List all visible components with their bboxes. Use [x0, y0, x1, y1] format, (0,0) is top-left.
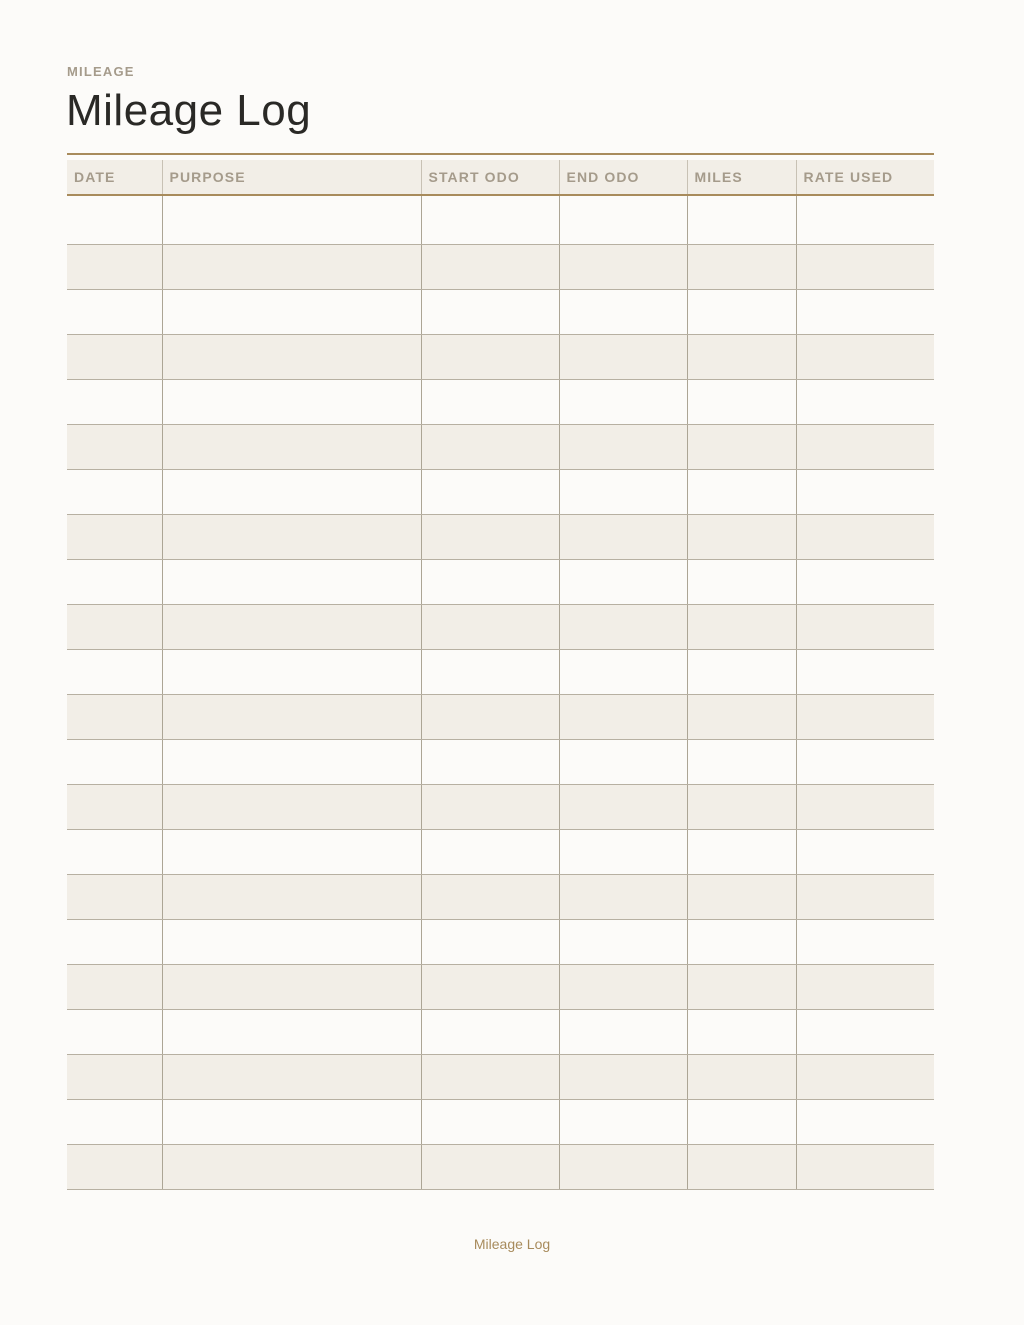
- cell-end-odo[interactable]: [559, 560, 687, 605]
- cell-rate-used[interactable]: [796, 605, 934, 650]
- cell-miles[interactable]: [687, 470, 796, 515]
- cell-start-odo[interactable]: [421, 560, 559, 605]
- column-header-end-odo: END ODO: [559, 160, 687, 195]
- table-row: [67, 335, 934, 380]
- cell-purpose[interactable]: [162, 875, 421, 920]
- cell-purpose[interactable]: [162, 965, 421, 1010]
- cell-purpose[interactable]: [162, 1100, 421, 1145]
- cell-rate-used[interactable]: [796, 785, 934, 830]
- cell-miles[interactable]: [687, 1100, 796, 1145]
- cell-date[interactable]: [67, 1100, 162, 1145]
- cell-end-odo[interactable]: [559, 1145, 687, 1190]
- cell-miles[interactable]: [687, 830, 796, 875]
- table-body: [67, 195, 934, 1190]
- cell-start-odo[interactable]: [421, 740, 559, 785]
- cell-end-odo[interactable]: [559, 515, 687, 560]
- page-title: Mileage Log: [66, 86, 312, 135]
- cell-end-odo[interactable]: [559, 425, 687, 470]
- cell-rate-used[interactable]: [796, 245, 934, 290]
- cell-date[interactable]: [67, 830, 162, 875]
- section-eyebrow: MILEAGE: [67, 64, 135, 79]
- cell-purpose[interactable]: [162, 380, 421, 425]
- cell-end-odo[interactable]: [559, 470, 687, 515]
- cell-start-odo[interactable]: [421, 920, 559, 965]
- table-row: [67, 515, 934, 560]
- cell-purpose[interactable]: [162, 515, 421, 560]
- cell-start-odo[interactable]: [421, 1055, 559, 1100]
- cell-rate-used[interactable]: [796, 965, 934, 1010]
- cell-purpose[interactable]: [162, 605, 421, 650]
- cell-end-odo[interactable]: [559, 695, 687, 740]
- column-header-miles: MILES: [687, 160, 796, 195]
- cell-date[interactable]: [67, 380, 162, 425]
- cell-rate-used[interactable]: [796, 335, 934, 380]
- cell-miles[interactable]: [687, 380, 796, 425]
- cell-purpose[interactable]: [162, 245, 421, 290]
- cell-end-odo[interactable]: [559, 740, 687, 785]
- table-row: [67, 650, 934, 695]
- cell-start-odo[interactable]: [421, 650, 559, 695]
- cell-purpose[interactable]: [162, 920, 421, 965]
- cell-start-odo[interactable]: [421, 1010, 559, 1055]
- mileage-log-table: [67, 160, 934, 1190]
- cell-end-odo[interactable]: [559, 380, 687, 425]
- cell-start-odo[interactable]: [421, 695, 559, 740]
- cell-miles[interactable]: [687, 695, 796, 740]
- cell-end-odo[interactable]: [559, 965, 687, 1010]
- table-row: [67, 245, 934, 290]
- table-row: [67, 695, 934, 740]
- cell-date[interactable]: [67, 200, 162, 245]
- cell-miles[interactable]: [687, 560, 796, 605]
- table-row: [67, 560, 934, 605]
- cell-start-odo[interactable]: [421, 875, 559, 920]
- cell-miles[interactable]: [687, 200, 796, 245]
- cell-date[interactable]: [67, 605, 162, 650]
- cell-end-odo[interactable]: [559, 1055, 687, 1100]
- title-divider: [67, 153, 934, 155]
- cell-date[interactable]: [67, 560, 162, 605]
- table-row: [67, 920, 934, 965]
- table-row: [67, 1100, 934, 1145]
- cell-rate-used[interactable]: [796, 650, 934, 695]
- cell-rate-used[interactable]: [796, 200, 934, 245]
- cell-end-odo[interactable]: [559, 245, 687, 290]
- table-row: [67, 290, 934, 335]
- cell-rate-used[interactable]: [796, 740, 934, 785]
- cell-date[interactable]: [67, 290, 162, 335]
- cell-date[interactable]: [67, 470, 162, 515]
- table-row: [67, 875, 934, 920]
- table-row: [67, 605, 934, 650]
- cell-end-odo[interactable]: [559, 1010, 687, 1055]
- cell-rate-used[interactable]: [796, 1055, 934, 1100]
- cell-start-odo[interactable]: [421, 1100, 559, 1145]
- cell-start-odo[interactable]: [421, 425, 559, 470]
- cell-purpose[interactable]: [162, 425, 421, 470]
- column-header-date: DATE: [67, 160, 162, 195]
- table-row: [67, 785, 934, 830]
- cell-date[interactable]: [67, 245, 162, 290]
- cell-purpose[interactable]: [162, 335, 421, 380]
- table-row: [67, 425, 934, 470]
- cell-purpose[interactable]: [162, 740, 421, 785]
- cell-rate-used[interactable]: [796, 1100, 934, 1145]
- table-row: [67, 740, 934, 785]
- cell-miles[interactable]: [687, 515, 796, 560]
- cell-purpose[interactable]: [162, 830, 421, 875]
- cell-miles[interactable]: [687, 290, 796, 335]
- table-row: [67, 1010, 934, 1055]
- cell-rate-used[interactable]: [796, 380, 934, 425]
- cell-start-odo[interactable]: [421, 290, 559, 335]
- cell-miles[interactable]: [687, 740, 796, 785]
- table-row: [67, 1145, 934, 1190]
- cell-purpose[interactable]: [162, 560, 421, 605]
- cell-purpose[interactable]: [162, 1010, 421, 1055]
- cell-end-odo[interactable]: [559, 605, 687, 650]
- cell-miles[interactable]: [687, 875, 796, 920]
- cell-rate-used[interactable]: [796, 515, 934, 560]
- column-header-start-odo: START ODO: [421, 160, 559, 195]
- cell-start-odo[interactable]: [421, 1145, 559, 1190]
- cell-date[interactable]: [67, 425, 162, 470]
- cell-start-odo[interactable]: [421, 380, 559, 425]
- cell-start-odo[interactable]: [421, 515, 559, 560]
- cell-end-odo[interactable]: [559, 920, 687, 965]
- cell-end-odo[interactable]: [559, 200, 687, 245]
- cell-start-odo[interactable]: [421, 785, 559, 830]
- table-row: [67, 470, 934, 515]
- table-header-row: [67, 160, 934, 195]
- cell-start-odo[interactable]: [421, 830, 559, 875]
- cell-rate-used[interactable]: [796, 1145, 934, 1190]
- cell-date[interactable]: [67, 1055, 162, 1100]
- cell-rate-used[interactable]: [796, 695, 934, 740]
- cell-miles[interactable]: [687, 335, 796, 380]
- cell-rate-used[interactable]: [796, 470, 934, 515]
- cell-miles[interactable]: [687, 785, 796, 830]
- cell-purpose[interactable]: [162, 200, 421, 245]
- cell-miles[interactable]: [687, 425, 796, 470]
- cell-end-odo[interactable]: [559, 290, 687, 335]
- cell-start-odo[interactable]: [421, 965, 559, 1010]
- cell-purpose[interactable]: [162, 470, 421, 515]
- cell-date[interactable]: [67, 1010, 162, 1055]
- cell-rate-used[interactable]: [796, 560, 934, 605]
- cell-end-odo[interactable]: [559, 650, 687, 695]
- cell-start-odo[interactable]: [421, 245, 559, 290]
- cell-purpose[interactable]: [162, 785, 421, 830]
- column-header-purpose: PURPOSE: [162, 160, 421, 195]
- cell-miles[interactable]: [687, 1010, 796, 1055]
- cell-purpose[interactable]: [162, 695, 421, 740]
- cell-miles[interactable]: [687, 1055, 796, 1100]
- cell-purpose[interactable]: [162, 1055, 421, 1100]
- column-header-rate-used: RATE USED: [796, 160, 934, 195]
- cell-date[interactable]: [67, 965, 162, 1010]
- cell-end-odo[interactable]: [559, 785, 687, 830]
- cell-start-odo[interactable]: [421, 335, 559, 380]
- cell-miles[interactable]: [687, 650, 796, 695]
- table-row: [67, 1055, 934, 1100]
- cell-end-odo[interactable]: [559, 1100, 687, 1145]
- cell-end-odo[interactable]: [559, 335, 687, 380]
- cell-rate-used[interactable]: [796, 425, 934, 470]
- table-row: [67, 830, 934, 875]
- cell-miles[interactable]: [687, 1145, 796, 1190]
- table-row: [67, 380, 934, 425]
- cell-miles[interactable]: [687, 605, 796, 650]
- cell-rate-used[interactable]: [796, 920, 934, 965]
- page-footer: Mileage Log: [473, 1236, 551, 1252]
- cell-date[interactable]: [67, 650, 162, 695]
- cell-rate-used[interactable]: [796, 830, 934, 875]
- cell-miles[interactable]: [687, 920, 796, 965]
- cell-date[interactable]: [67, 515, 162, 560]
- cell-date[interactable]: [67, 920, 162, 965]
- cell-miles[interactable]: [687, 245, 796, 290]
- cell-rate-used[interactable]: [796, 290, 934, 335]
- cell-start-odo[interactable]: [421, 200, 559, 245]
- cell-purpose[interactable]: [162, 650, 421, 695]
- cell-start-odo[interactable]: [421, 470, 559, 515]
- cell-start-odo[interactable]: [421, 605, 559, 650]
- cell-date[interactable]: [67, 1145, 162, 1190]
- cell-date[interactable]: [67, 785, 162, 830]
- cell-end-odo[interactable]: [559, 830, 687, 875]
- cell-rate-used[interactable]: [796, 1010, 934, 1055]
- table-row: [67, 200, 934, 245]
- cell-purpose[interactable]: [162, 290, 421, 335]
- cell-rate-used[interactable]: [796, 875, 934, 920]
- table-row: [67, 965, 934, 1010]
- cell-date[interactable]: [67, 740, 162, 785]
- cell-end-odo[interactable]: [559, 875, 687, 920]
- cell-miles[interactable]: [687, 965, 796, 1010]
- cell-purpose[interactable]: [162, 1145, 421, 1190]
- cell-date[interactable]: [67, 695, 162, 740]
- cell-date[interactable]: [67, 335, 162, 380]
- cell-date[interactable]: [67, 875, 162, 920]
